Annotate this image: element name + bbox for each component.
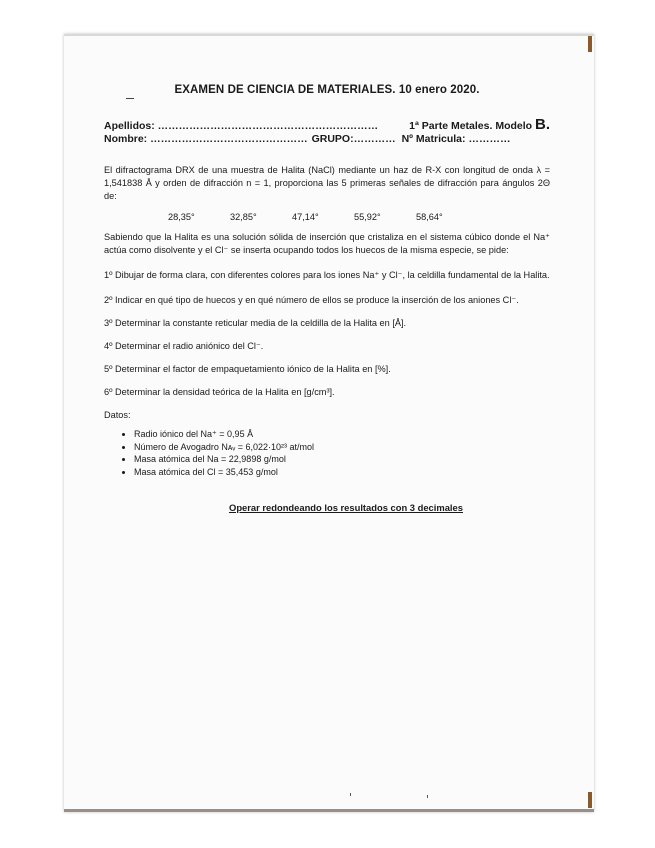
angle-list (168, 212, 550, 222)
angle-value: 28,35° (168, 212, 195, 222)
binder-tab-top (588, 36, 592, 52)
question-6: 6º Determinar la densidad teórica de la Halita en [g/cm³]. (104, 387, 335, 397)
datos-list (104, 428, 550, 478)
question-1: 1º Dibujar de forma clara, con diferentes colores para los iones Na⁺ y Cl⁻, la celdilla fundamental de la Halita. (104, 270, 550, 280)
paper-top-edge (64, 34, 594, 36)
grupo-label: GRUPO:………… (311, 133, 396, 145)
angle-value: 32,85° (230, 212, 257, 222)
matricula-label: Nº Matricula: ………… (401, 133, 511, 145)
rounding-note: Operar redondeando los resultados con 3 decimales (229, 502, 463, 513)
angle-value: 47,14° (292, 212, 319, 222)
apellidos-row (104, 118, 550, 133)
exam-document (104, 84, 550, 513)
angle-value: 58,64° (416, 212, 443, 222)
datos-item: • Masa atómica del Cl = 35,453 g/mol (134, 466, 550, 479)
datos-item: • Masa atómica del Na = 22,9898 g/mol (134, 453, 550, 466)
parte-label: 1ª Parte Metales. Modelo (409, 120, 533, 132)
pen-mark (126, 98, 134, 99)
question-5: 5º Determinar el factor de empaquetamiento iónico de la Halita en [%]. (104, 364, 391, 374)
intro-paragraph: El difractograma DRX de una muestra de Halita (NaCl) mediante un haz de R-X con longitud de onda λ = 1,541838 Å y orden de difracción n = 1, proporciona las 5 primeras señales de difracción para ángulos 2Θ de: (104, 165, 550, 201)
paper-bottom-edge (64, 809, 594, 812)
nombre-label: Nombre: ……………………………………… (104, 133, 308, 145)
datos-item: • Radio iónico del Na⁺ = 0,95 Å (134, 428, 550, 441)
binder-tab-bottom (588, 792, 592, 808)
question-2: 2º Indicar en qué tipo de huecos y en qué número de ellos se produce la inserción de los aniones Cl⁻. (104, 295, 519, 305)
scan-speck (350, 793, 351, 796)
modelo-letter: B. (535, 116, 550, 133)
datos-label: Datos: (104, 410, 131, 420)
question-4: 4º Determinar el radio aniónico del Cl⁻. (104, 341, 264, 351)
angle-value: 55,92° (354, 212, 381, 222)
apellidos-label: Apellidos: ……………………………………………………… (104, 120, 379, 132)
nombre-row (104, 133, 550, 146)
datos-item: • Número de Avogadro Nᴀᵥ = 6,022·10²³ at/mol (134, 441, 550, 454)
context-paragraph: Sabiendo que la Halita es una solución sólida de inserción que cristaliza en el sistema cúbico donde el Na⁺ actúa como disolvente y el Cl⁻ se inserta ocupando todos los huecos de la misma especie, se pide: (104, 232, 550, 255)
scan-speck (427, 795, 428, 798)
question-3: 3º Determinar la constante reticular media de la celdilla de la Halita en [Å]. (104, 318, 407, 328)
exam-title: EXAMEN DE CIENCIA DE MATERIALES. 10 enero 2020. (174, 84, 480, 96)
parte-heading (409, 118, 550, 133)
